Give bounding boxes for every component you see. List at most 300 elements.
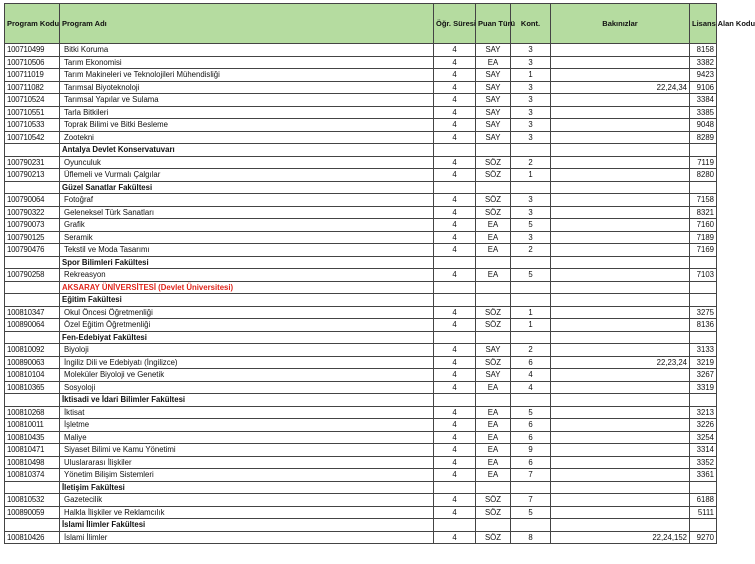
program-quota: 3 xyxy=(511,56,551,69)
empty-cell xyxy=(476,331,511,344)
table-row xyxy=(5,269,717,282)
table-row xyxy=(5,444,717,457)
table-row xyxy=(5,219,717,232)
header-duration: Öğr. Süresi xyxy=(434,4,476,44)
empty-cell xyxy=(690,181,717,194)
table-row xyxy=(5,106,717,119)
program-license-code: 9270 xyxy=(690,531,717,544)
program-name: Tarımsal Biyoteknoloji xyxy=(60,81,434,94)
program-score-type: SÖZ xyxy=(476,319,511,332)
program-duration: 4 xyxy=(434,356,476,369)
table-row xyxy=(5,56,717,69)
program-name: İngiliz Dili ve Edebiyatı (İngilizce) xyxy=(60,356,434,369)
empty-cell xyxy=(511,144,551,157)
program-code: 100890059 xyxy=(5,506,60,519)
faculty-row xyxy=(5,181,717,194)
program-license-code: 3275 xyxy=(690,306,717,319)
program-score-type: SÖZ xyxy=(476,206,511,219)
faculty-row xyxy=(5,144,717,157)
program-license-code: 3352 xyxy=(690,456,717,469)
program-license-code: 8158 xyxy=(690,44,717,57)
program-quota: 3 xyxy=(511,206,551,219)
program-duration: 4 xyxy=(434,419,476,432)
program-duration: 4 xyxy=(434,319,476,332)
program-score-type: SAY xyxy=(476,81,511,94)
program-code: 100810435 xyxy=(5,431,60,444)
empty-cell xyxy=(511,519,551,532)
program-license-code: 8289 xyxy=(690,131,717,144)
program-score-type: EA xyxy=(476,381,511,394)
program-notes xyxy=(551,319,690,332)
program-name: Seramik xyxy=(60,231,434,244)
empty-cell xyxy=(690,519,717,532)
program-score-type: EA xyxy=(476,231,511,244)
program-duration: 4 xyxy=(434,369,476,382)
program-notes xyxy=(551,169,690,182)
empty-cell xyxy=(476,481,511,494)
empty-cell xyxy=(690,294,717,307)
empty-cell xyxy=(551,181,690,194)
program-quota: 3 xyxy=(511,44,551,57)
program-code: 100810532 xyxy=(5,494,60,507)
program-score-type: SÖZ xyxy=(476,531,511,544)
program-notes: 22,23,24 xyxy=(551,356,690,369)
program-duration: 4 xyxy=(434,506,476,519)
program-license-code: 3384 xyxy=(690,94,717,107)
program-code: 100790213 xyxy=(5,169,60,182)
program-score-type: SÖZ xyxy=(476,306,511,319)
program-quota: 4 xyxy=(511,381,551,394)
program-code: 100790125 xyxy=(5,231,60,244)
table-row xyxy=(5,306,717,319)
program-notes xyxy=(551,219,690,232)
program-notes xyxy=(551,156,690,169)
empty-cell xyxy=(551,294,690,307)
program-score-type: EA xyxy=(476,219,511,232)
empty-cell xyxy=(434,481,476,494)
program-notes xyxy=(551,244,690,257)
program-license-code: 3267 xyxy=(690,369,717,382)
program-duration: 4 xyxy=(434,169,476,182)
program-code: 100710524 xyxy=(5,94,60,107)
program-license-code: 7158 xyxy=(690,194,717,207)
empty-cell xyxy=(434,294,476,307)
program-code: 100790073 xyxy=(5,219,60,232)
program-name: Gazetecilik xyxy=(60,494,434,507)
program-duration: 4 xyxy=(434,131,476,144)
program-license-code: 5111 xyxy=(690,506,717,519)
program-duration: 4 xyxy=(434,306,476,319)
program-license-code: 3219 xyxy=(690,356,717,369)
program-duration: 4 xyxy=(434,206,476,219)
program-duration: 4 xyxy=(434,94,476,107)
program-name: İslami İlimler xyxy=(60,531,434,544)
empty-cell xyxy=(551,281,690,294)
header-row xyxy=(5,4,717,44)
program-name: Biyoloji xyxy=(60,344,434,357)
empty-cell xyxy=(511,294,551,307)
university-name: AKSARAY ÜNİVERSİTESİ (Devlet Üniversitesi) xyxy=(60,281,434,294)
table-row xyxy=(5,344,717,357)
program-quota: 2 xyxy=(511,156,551,169)
program-quota: 5 xyxy=(511,406,551,419)
program-license-code: 9423 xyxy=(690,69,717,82)
program-score-type: EA xyxy=(476,469,511,482)
table-row xyxy=(5,319,717,332)
program-quota: 5 xyxy=(511,219,551,232)
program-score-type: SAY xyxy=(476,94,511,107)
empty-cell xyxy=(434,144,476,157)
table-row xyxy=(5,94,717,107)
program-name: Tekstil ve Moda Tasarımı xyxy=(60,244,434,257)
program-license-code: 3226 xyxy=(690,419,717,432)
program-duration: 4 xyxy=(434,69,476,82)
table-row xyxy=(5,69,717,82)
program-name: Oyunculuk xyxy=(60,156,434,169)
empty-cell xyxy=(5,281,60,294)
program-code: 100790322 xyxy=(5,206,60,219)
program-license-code: 3382 xyxy=(690,56,717,69)
program-quota: 3 xyxy=(511,94,551,107)
program-duration: 4 xyxy=(434,119,476,132)
empty-cell xyxy=(5,394,60,407)
program-license-code: 3314 xyxy=(690,444,717,457)
program-license-code: 9106 xyxy=(690,81,717,94)
table-row xyxy=(5,531,717,544)
program-score-type: SÖZ xyxy=(476,169,511,182)
program-code: 100810498 xyxy=(5,456,60,469)
program-code: 100711082 xyxy=(5,81,60,94)
program-code: 100710542 xyxy=(5,131,60,144)
program-duration: 4 xyxy=(434,106,476,119)
header-quota: Kont. xyxy=(511,4,551,44)
program-license-code: 9048 xyxy=(690,119,717,132)
program-quota: 6 xyxy=(511,419,551,432)
program-name: Moleküler Biyoloji ve Genetik xyxy=(60,369,434,382)
table-row xyxy=(5,419,717,432)
table-row xyxy=(5,206,717,219)
program-license-code: 3133 xyxy=(690,344,717,357)
program-quota: 1 xyxy=(511,169,551,182)
program-code: 100810347 xyxy=(5,306,60,319)
table-row xyxy=(5,169,717,182)
program-name: Fotoğraf xyxy=(60,194,434,207)
program-duration: 4 xyxy=(434,344,476,357)
program-notes xyxy=(551,369,690,382)
table-row xyxy=(5,194,717,207)
university-row xyxy=(5,281,717,294)
empty-cell xyxy=(434,394,476,407)
faculty-name: Güzel Sanatlar Fakültesi xyxy=(60,181,434,194)
empty-cell xyxy=(476,144,511,157)
program-quota: 9 xyxy=(511,444,551,457)
program-code: 100710551 xyxy=(5,106,60,119)
program-notes xyxy=(551,194,690,207)
program-code: 100810471 xyxy=(5,444,60,457)
faculty-row xyxy=(5,294,717,307)
program-code: 100810374 xyxy=(5,469,60,482)
program-duration: 4 xyxy=(434,494,476,507)
program-code: 100810426 xyxy=(5,531,60,544)
program-license-code: 7189 xyxy=(690,231,717,244)
program-quota: 7 xyxy=(511,469,551,482)
empty-cell xyxy=(434,331,476,344)
program-quota: 1 xyxy=(511,69,551,82)
table-row xyxy=(5,156,717,169)
program-duration: 4 xyxy=(434,406,476,419)
program-duration: 4 xyxy=(434,81,476,94)
program-notes xyxy=(551,119,690,132)
faculty-name: Antalya Devlet Konservatuvarı xyxy=(60,144,434,157)
program-notes xyxy=(551,131,690,144)
program-notes xyxy=(551,506,690,519)
program-score-type: SAY xyxy=(476,369,511,382)
program-notes xyxy=(551,381,690,394)
program-duration: 4 xyxy=(434,156,476,169)
empty-cell xyxy=(434,519,476,532)
program-notes xyxy=(551,344,690,357)
program-quota: 3 xyxy=(511,119,551,132)
program-score-type: SÖZ xyxy=(476,494,511,507)
table-row xyxy=(5,506,717,519)
empty-cell xyxy=(511,394,551,407)
program-score-type: EA xyxy=(476,406,511,419)
program-notes xyxy=(551,419,690,432)
empty-cell xyxy=(690,281,717,294)
program-name: Siyaset Bilimi ve Kamu Yönetimi xyxy=(60,444,434,457)
empty-cell xyxy=(551,481,690,494)
empty-cell xyxy=(551,256,690,269)
empty-cell xyxy=(551,331,690,344)
faculty-name: Spor Bilimleri Fakültesi xyxy=(60,256,434,269)
program-score-type: SAY xyxy=(476,106,511,119)
program-license-code: 3254 xyxy=(690,431,717,444)
program-name: Tarla Bitkileri xyxy=(60,106,434,119)
empty-cell xyxy=(476,281,511,294)
empty-cell xyxy=(434,281,476,294)
program-quota: 3 xyxy=(511,131,551,144)
empty-cell xyxy=(5,519,60,532)
program-license-code: 3319 xyxy=(690,381,717,394)
program-table xyxy=(4,3,755,544)
table-row xyxy=(5,81,717,94)
program-duration: 4 xyxy=(434,56,476,69)
program-name: Geleneksel Türk Sanatları xyxy=(60,206,434,219)
program-name: Grafik xyxy=(60,219,434,232)
program-notes xyxy=(551,206,690,219)
program-duration: 4 xyxy=(434,219,476,232)
faculty-name: Eğitim Fakültesi xyxy=(60,294,434,307)
empty-cell xyxy=(5,294,60,307)
program-score-type: EA xyxy=(476,419,511,432)
program-notes xyxy=(551,231,690,244)
program-duration: 4 xyxy=(434,444,476,457)
empty-cell xyxy=(551,519,690,532)
program-notes xyxy=(551,69,690,82)
program-name: Halkla İlişkiler ve Reklamcılık xyxy=(60,506,434,519)
table-row xyxy=(5,469,717,482)
header-score-type: Puan Türü xyxy=(476,4,511,44)
program-license-code: 7169 xyxy=(690,244,717,257)
program-license-code: 3385 xyxy=(690,106,717,119)
empty-cell xyxy=(690,144,717,157)
program-code: 100790476 xyxy=(5,244,60,257)
program-code: 100890063 xyxy=(5,356,60,369)
program-name: Zootekni xyxy=(60,131,434,144)
table-row xyxy=(5,119,717,132)
program-name: Uluslararası İlişkiler xyxy=(60,456,434,469)
empty-cell xyxy=(5,144,60,157)
program-quota: 2 xyxy=(511,344,551,357)
program-quota: 6 xyxy=(511,431,551,444)
program-license-code: 3361 xyxy=(690,469,717,482)
program-name: Özel Eğitim Öğretmenliği xyxy=(60,319,434,332)
empty-cell xyxy=(476,181,511,194)
empty-cell xyxy=(5,181,60,194)
header-notes: Bakınızlar xyxy=(551,4,690,44)
program-duration: 4 xyxy=(434,456,476,469)
program-notes xyxy=(551,269,690,282)
program-name: Tarım Ekonomisi xyxy=(60,56,434,69)
empty-cell xyxy=(511,281,551,294)
program-notes xyxy=(551,56,690,69)
program-notes xyxy=(551,94,690,107)
program-duration: 4 xyxy=(434,244,476,257)
program-score-type: EA xyxy=(476,456,511,469)
empty-cell xyxy=(434,256,476,269)
program-score-type: SAY xyxy=(476,131,511,144)
header-name: Program Adı xyxy=(60,4,434,44)
program-duration: 4 xyxy=(434,431,476,444)
program-notes xyxy=(551,406,690,419)
empty-cell xyxy=(551,144,690,157)
program-quota: 5 xyxy=(511,269,551,282)
program-name: Sosyoloji xyxy=(60,381,434,394)
program-quota: 5 xyxy=(511,506,551,519)
header-code: Program Kodu xyxy=(5,4,60,44)
program-name: İktisat xyxy=(60,406,434,419)
program-score-type: SÖZ xyxy=(476,156,511,169)
faculty-name: İktisadi ve İdari Bilimler Fakültesi xyxy=(60,394,434,407)
program-code: 100790064 xyxy=(5,194,60,207)
program-quota: 6 xyxy=(511,456,551,469)
program-duration: 4 xyxy=(434,194,476,207)
empty-cell xyxy=(476,256,511,269)
program-duration: 4 xyxy=(434,269,476,282)
program-quota: 1 xyxy=(511,319,551,332)
program-duration: 4 xyxy=(434,44,476,57)
program-notes xyxy=(551,431,690,444)
faculty-name: İslami İlimler Fakültesi xyxy=(60,519,434,532)
program-code: 100810011 xyxy=(5,419,60,432)
program-score-type: EA xyxy=(476,431,511,444)
empty-cell xyxy=(511,181,551,194)
table-row xyxy=(5,356,717,369)
program-code: 100810092 xyxy=(5,344,60,357)
faculty-row xyxy=(5,331,717,344)
program-quota: 3 xyxy=(511,81,551,94)
table-row xyxy=(5,381,717,394)
program-notes xyxy=(551,44,690,57)
empty-cell xyxy=(690,394,717,407)
program-score-type: SAY xyxy=(476,119,511,132)
program-quota: 2 xyxy=(511,244,551,257)
empty-cell xyxy=(476,294,511,307)
program-name: Bitki Koruma xyxy=(60,44,434,57)
program-code: 100790231 xyxy=(5,156,60,169)
faculty-name: Fen-Edebiyat Fakültesi xyxy=(60,331,434,344)
program-quota: 3 xyxy=(511,231,551,244)
program-score-type: EA xyxy=(476,269,511,282)
program-quota: 7 xyxy=(511,494,551,507)
program-score-type: SAY xyxy=(476,69,511,82)
program-quota: 8 xyxy=(511,531,551,544)
program-notes xyxy=(551,456,690,469)
empty-cell xyxy=(476,519,511,532)
program-name: Toprak Bilimi ve Bitki Besleme xyxy=(60,119,434,132)
program-notes: 22,24,34 xyxy=(551,81,690,94)
program-code: 100710506 xyxy=(5,56,60,69)
program-code: 100810104 xyxy=(5,369,60,382)
table-row xyxy=(5,44,717,57)
program-quota: 3 xyxy=(511,194,551,207)
program-score-type: SAY xyxy=(476,344,511,357)
program-code: 100710533 xyxy=(5,119,60,132)
empty-cell xyxy=(5,481,60,494)
faculty-name: İletişim Fakültesi xyxy=(60,481,434,494)
table-row xyxy=(5,494,717,507)
empty-cell xyxy=(476,394,511,407)
table-row xyxy=(5,431,717,444)
program-score-type: EA xyxy=(476,244,511,257)
program-notes xyxy=(551,444,690,457)
program-score-type: SAY xyxy=(476,44,511,57)
program-quota: 6 xyxy=(511,356,551,369)
header-license: Lisans Alan Kodu xyxy=(690,4,717,44)
program-code: 100810268 xyxy=(5,406,60,419)
program-score-type: SÖZ xyxy=(476,194,511,207)
table-row xyxy=(5,131,717,144)
faculty-row xyxy=(5,256,717,269)
program-quota: 3 xyxy=(511,106,551,119)
program-duration: 4 xyxy=(434,469,476,482)
program-license-code: 8136 xyxy=(690,319,717,332)
empty-cell xyxy=(5,256,60,269)
faculty-row xyxy=(5,519,717,532)
program-score-type: SÖZ xyxy=(476,506,511,519)
program-code: 100790258 xyxy=(5,269,60,282)
program-duration: 4 xyxy=(434,531,476,544)
table-row xyxy=(5,369,717,382)
program-license-code: 7103 xyxy=(690,269,717,282)
program-license-code: 8280 xyxy=(690,169,717,182)
faculty-row xyxy=(5,481,717,494)
program-license-code: 7119 xyxy=(690,156,717,169)
empty-cell xyxy=(511,331,551,344)
program-code: 100810365 xyxy=(5,381,60,394)
program-quota: 1 xyxy=(511,306,551,319)
program-notes: 22,24,152 xyxy=(551,531,690,544)
program-code: 100711019 xyxy=(5,69,60,82)
program-license-code: 7160 xyxy=(690,219,717,232)
program-duration: 4 xyxy=(434,231,476,244)
program-score-type: SÖZ xyxy=(476,356,511,369)
empty-cell xyxy=(690,331,717,344)
program-name: Rekreasyon xyxy=(60,269,434,282)
empty-cell xyxy=(511,481,551,494)
program-name: İşletme xyxy=(60,419,434,432)
table-row xyxy=(5,406,717,419)
